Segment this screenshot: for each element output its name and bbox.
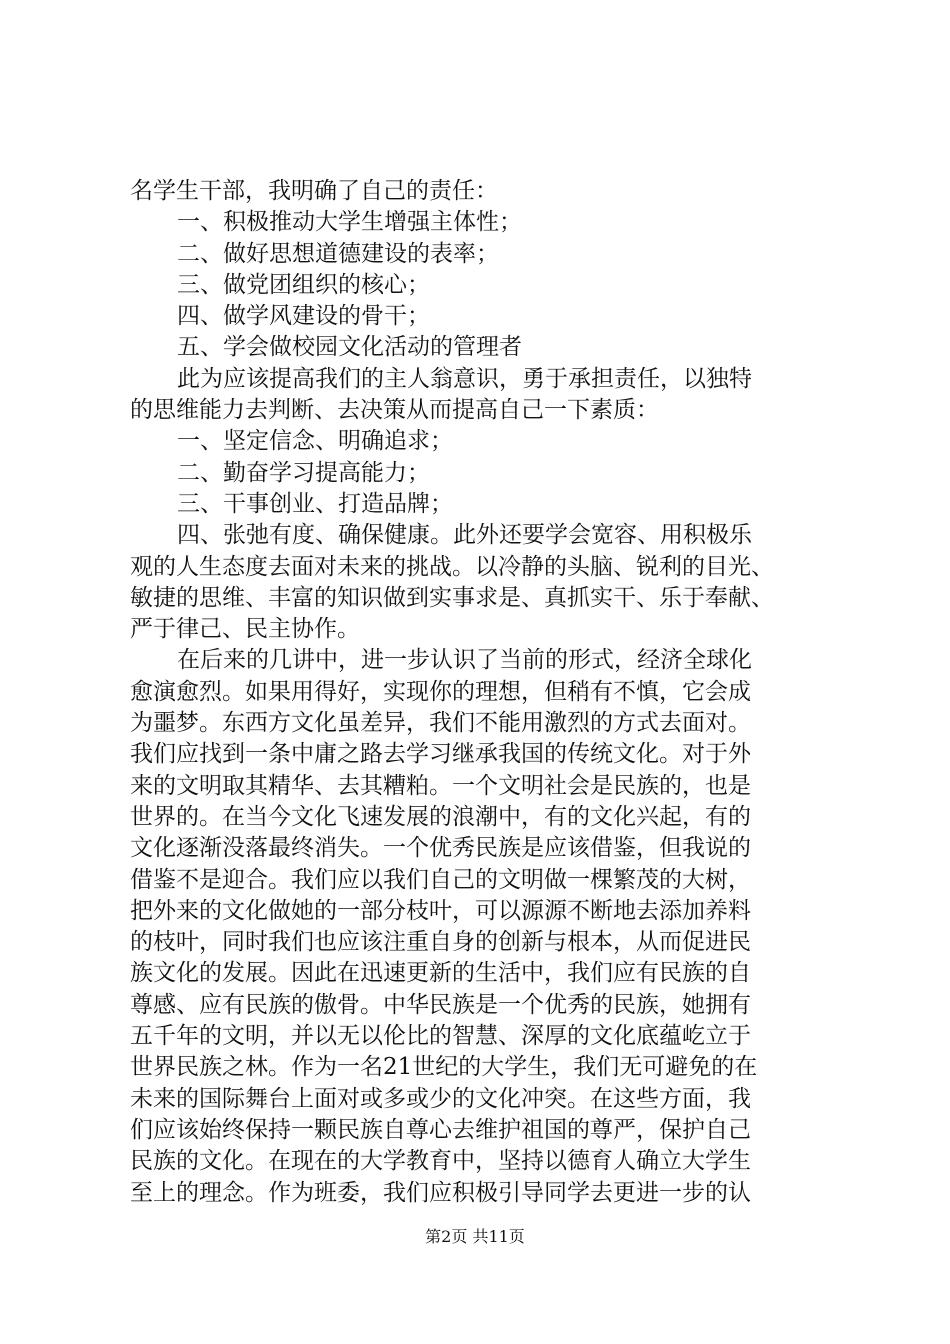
page-footer: 第2页 共11页 (425, 1227, 525, 1246)
text-line: 借鉴不是迎合。我们应以我们自己的文明做一棵繁茂的大树， (130, 866, 751, 893)
text-line: 此为应该提高我们的主人翁意识，勇于承担责任，以独特 (177, 365, 752, 392)
text-line: 把外来的文化做她的一部分枝叶，可以源源不断地去添加养料 (130, 897, 751, 924)
text-line: 敏捷的思维、丰富的知识做到实事求是、真抓实干、乐于奉献、 (130, 584, 774, 611)
text-line: 为噩梦。东西方文化虽差异，我们不能用激烈的方式去面对。 (130, 710, 751, 737)
text-line: 尊感、应有民族的傲骨。中华民族是一个优秀的民族，她拥有 (130, 991, 751, 1018)
text-line: 三、做党团组织的核心； (177, 271, 430, 298)
text-line: 五千年的文明，并以无以伦比的智慧、深厚的文化底蕴屹立于 (130, 1023, 751, 1050)
text-line: 一、坚定信念、明确追求； (177, 428, 453, 455)
text-line: 民族的文化。在现在的大学教育中，坚持以德育人确立大学生 (130, 1148, 751, 1175)
text-line: 至上的理念。作为班委，我们应积极引导同学去更进一步的认 (130, 1179, 751, 1206)
document-body (130, 176, 835, 1209)
text-line: 族文化的发展。因此在迅速更新的生活中，我们应有民族的自 (130, 960, 751, 987)
text-line: 愈演愈烈。如果用得好，实现你的理想，但稍有不慎，它会成 (130, 678, 751, 705)
text-line: 我们应找到一条中庸之路去学习继承我国的传统文化。对于外 (130, 741, 751, 768)
text-line: 在后来的几讲中，进一步认识了当前的形式，经济全球化 (177, 647, 752, 674)
text-line: 二、做好思想道德建设的表率； (177, 240, 499, 267)
text-line: 一、积极推动大学生增强主体性； (177, 209, 522, 236)
text-line: 二、勤奋学习提高能力； (177, 459, 430, 486)
text-line: 四、做学风建设的骨干； (177, 303, 430, 330)
text-line: 世界民族之林。作为一名21世纪的大学生，我们无可避免的在 (130, 1054, 758, 1081)
text-line: 观的人生态度去面对未来的挑战。以冷静的头脑、锐利的目光、 (130, 553, 774, 580)
text-line: 来的文明取其精华、去其糟粕。一个文明社会是民族的，也是 (130, 772, 751, 799)
text-line: 们应该始终保持一颗民族自尊心去维护祖国的尊严，保护自己 (130, 1116, 751, 1143)
text-line: 四、张弛有度、确保健康。此外还要学会宽容、用积极乐 (177, 522, 752, 549)
text-line: 严于律己、民主协作。 (130, 616, 360, 643)
text-line: 三、干事创业、打造品牌； (177, 490, 453, 517)
text-line: 五、学会做校园文化活动的管理者 (177, 334, 522, 361)
text-line: 未来的国际舞台上面对或多或少的文化冲突。在这些方面，我 (130, 1085, 751, 1112)
text-line: 名学生干部，我明确了自己的责任： (130, 178, 498, 204)
text-line: 文化逐渐没落最终消失。一个优秀民族是应该借鉴，但我说的 (130, 835, 751, 862)
text-line: 的枝叶，同时我们也应该注重自身的创新与根本，从而促进民 (130, 929, 751, 956)
text-line: 世界的。在当今文化飞速发展的浪潮中，有的文化兴起，有的 (130, 803, 751, 830)
text-line: 的思维能力去判断、去决策从而提高自己一下素质： (130, 397, 659, 424)
